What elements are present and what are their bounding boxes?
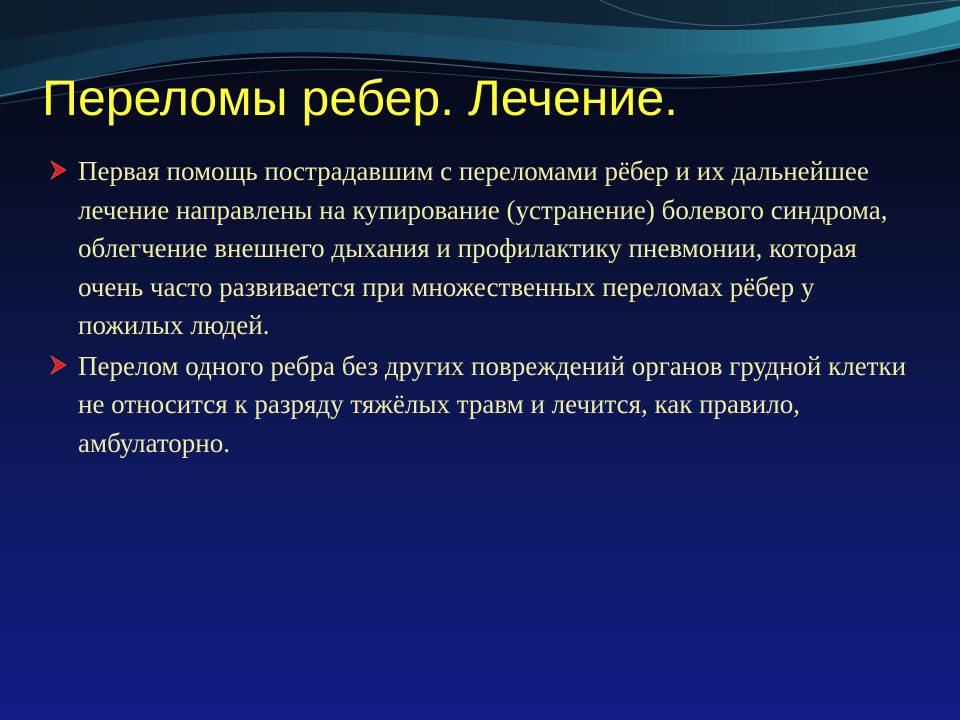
bullet-item — [48, 347, 908, 463]
bullet-item — [48, 152, 908, 345]
arrowhead-icon — [48, 354, 70, 376]
bullet-text: Перелом одного ребра без других повреждений органов грудной клетки не относится к разряду тяжёлых травм и лечится, как правило, амбулаторно. — [78, 350, 907, 458]
bullet-list — [48, 152, 908, 464]
arrowhead-icon — [48, 159, 70, 181]
bullet-text: Первая помощь пострадавшим с переломами рёбер и их дальнейшее лечение направлены на купирование (устранение) болевого синдрома, облегчение внешнего дыхания и профилактику пневмонии, которая очень часто развивается при множественных переломах рёбер у пожилых людей. — [78, 156, 888, 340]
slide-title: Переломы ребер. Лечение. — [42, 70, 679, 126]
